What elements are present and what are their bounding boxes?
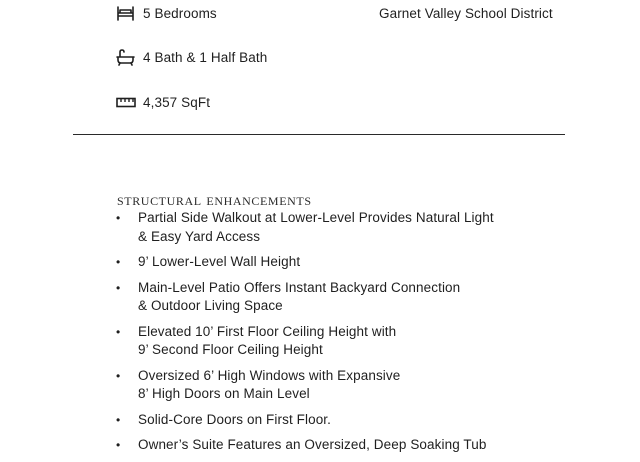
section-title: structural enhancements (117, 189, 312, 209)
enhancements-list (116, 209, 536, 462)
list-item-line: & Outdoor Living Space (138, 298, 283, 313)
baths-label: 4 Bath & 1 Half Bath (143, 49, 268, 65)
list-item-line: • Partial Side Walkout at Lower-Level Provides Natural Light (138, 210, 494, 225)
list-item (116, 436, 536, 455)
list-item-line: • Main-Level Patio Offers Instant Backyard Connection (138, 279, 461, 295)
school-district: Garnet Valley School District (379, 6, 553, 21)
list-item-line: • 9’ Lower-Level Wall Height (138, 254, 301, 269)
bathtub-icon (116, 48, 136, 66)
list-item-line: • Elevated 10’ First Floor Ceiling Height with (138, 323, 397, 339)
list-item-line: 9’ Second Floor Ceiling Height (138, 342, 323, 357)
list-item (116, 367, 536, 404)
ruler-icon (116, 93, 136, 111)
list-item (116, 253, 536, 272)
list-item-line: • Oversized 6’ High Windows with Expansive (138, 367, 401, 383)
list-item (116, 279, 536, 316)
list-item-line: • Owner’s Suite Features an Oversized, Deep Soaking Tub (138, 437, 487, 452)
spec-bedrooms (116, 4, 217, 22)
list-item-line: & Easy Yard Access (138, 228, 261, 244)
spec-sqft (116, 93, 210, 111)
bed-icon (116, 4, 136, 22)
list-item (116, 209, 536, 246)
list-item (116, 323, 536, 360)
list-item-line: 8’ High Doors on Main Level (138, 386, 310, 401)
list-item (116, 411, 536, 430)
spec-baths (116, 48, 267, 66)
list-item-line: • Solid-Core Doors on First Floor. (138, 411, 332, 427)
bedrooms-label: 5 Bedrooms (143, 5, 217, 21)
sqft-label: 4,357 SqFt (143, 94, 211, 110)
section-divider (73, 134, 565, 135)
